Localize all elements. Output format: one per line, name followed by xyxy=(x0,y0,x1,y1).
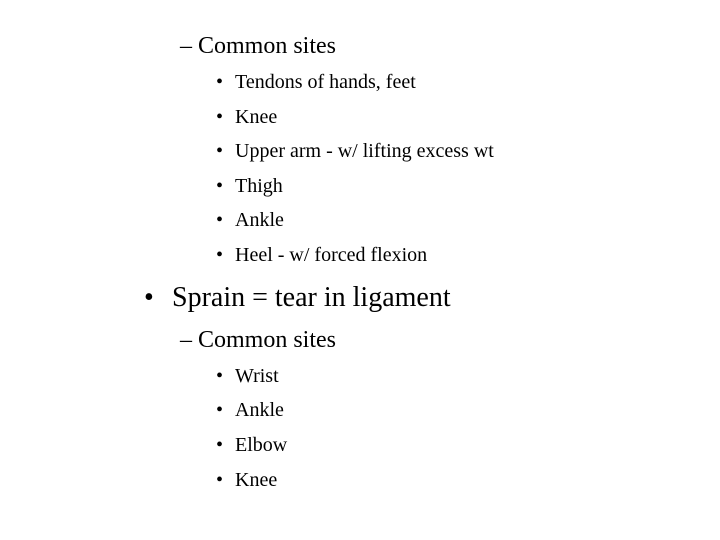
list-item-label: Ankle xyxy=(235,399,284,421)
list-item xyxy=(216,176,283,196)
bullet-marker: • xyxy=(216,209,224,231)
bullet-marker: • xyxy=(216,140,224,162)
bullet-marker: • xyxy=(216,434,224,456)
sprain-subheading xyxy=(180,328,336,352)
list-item-label: Tendons of hands, feet xyxy=(235,71,416,93)
strain-subheading xyxy=(180,34,336,58)
bullet-marker: • xyxy=(216,399,224,421)
list-item-label: Heel - w/ forced flexion xyxy=(235,244,428,266)
dash-marker: – xyxy=(180,33,192,59)
bullet-marker: • xyxy=(216,71,224,93)
list-item-label: Elbow xyxy=(235,434,288,456)
bullet-marker: • xyxy=(216,469,224,491)
list-item xyxy=(216,72,416,92)
list-item xyxy=(216,245,427,265)
list-item xyxy=(216,366,279,386)
list-item-label: Thigh xyxy=(235,175,283,197)
list-item xyxy=(216,435,287,455)
bullet-marker: • xyxy=(216,365,224,387)
list-item-label: Ankle xyxy=(235,209,284,231)
strain-subheading-label: Common sites xyxy=(198,33,337,59)
list-item-label: Knee xyxy=(235,469,278,491)
list-item xyxy=(216,210,284,230)
list-item xyxy=(216,141,494,161)
bullet-marker: • xyxy=(216,244,224,266)
bullet-marker: • xyxy=(144,282,154,313)
bullet-marker: • xyxy=(216,106,224,128)
list-item xyxy=(216,470,277,490)
sprain-heading-label: Sprain = tear in ligament xyxy=(172,282,451,313)
list-item xyxy=(216,400,284,420)
list-item xyxy=(216,107,277,127)
sprain-subheading-label: Common sites xyxy=(198,327,337,353)
list-item-label: Wrist xyxy=(235,365,279,387)
list-item-label: Upper arm - w/ lifting excess wt xyxy=(235,140,494,162)
dash-marker: – xyxy=(180,327,192,353)
bullet-marker: • xyxy=(216,175,224,197)
sprain-heading xyxy=(144,284,451,312)
list-item-label: Knee xyxy=(235,106,278,128)
